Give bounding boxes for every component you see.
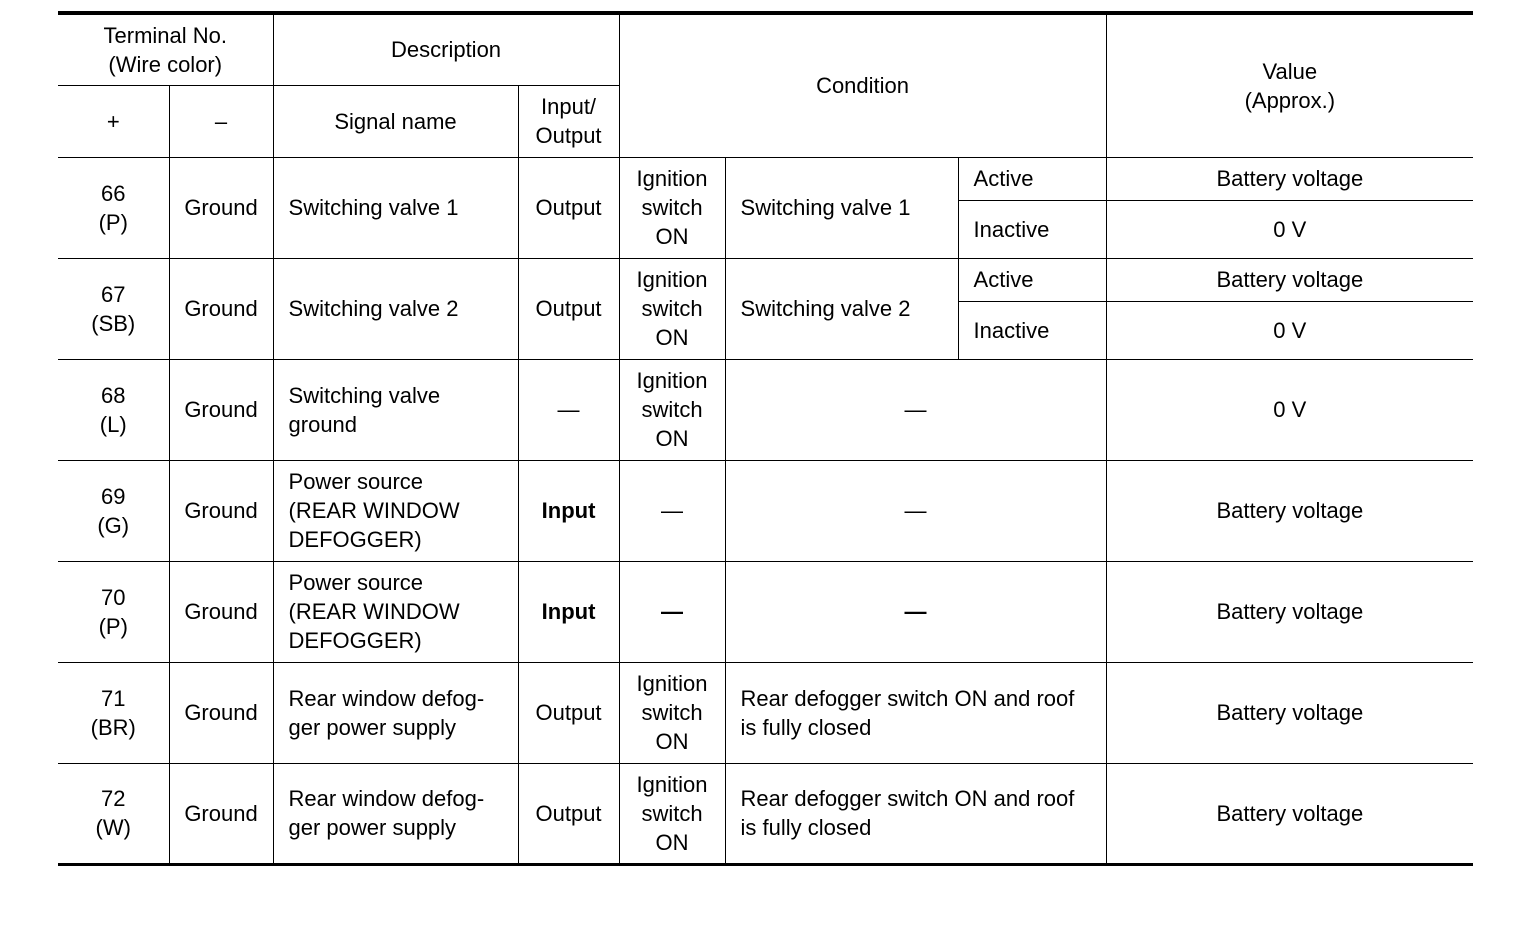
header-description: Description: [273, 13, 619, 85]
ground-cell: Ground: [169, 258, 273, 359]
state-cell: Active: [958, 157, 1106, 200]
value-cell: 0 V: [1106, 359, 1473, 460]
header-value: Value (Approx.): [1106, 13, 1473, 157]
signal-cell: Rear window defog- ger power supply: [273, 763, 518, 864]
header-terminal-no: Terminal No. (Wire color): [58, 13, 273, 85]
header-signal-name: Signal name: [273, 85, 518, 157]
signal-cell: Switching valve 2: [273, 258, 518, 359]
condition-detail-cell: —: [725, 359, 1106, 460]
value-cell: 0 V: [1106, 200, 1473, 258]
header-minus: –: [169, 85, 273, 157]
table-row: [58, 662, 1473, 763]
condition-cell: Ignition switch ON: [619, 359, 725, 460]
terminal-cell: 69 (G): [58, 460, 169, 561]
terminal-cell: 66 (P): [58, 157, 169, 258]
terminal-cell: 71 (BR): [58, 662, 169, 763]
state-cell: Inactive: [958, 301, 1106, 359]
value-cell: Battery voltage: [1106, 258, 1473, 301]
value-cell: Battery voltage: [1106, 561, 1473, 662]
condition-cell: Ignition switch ON: [619, 258, 725, 359]
condition-detail-cell: Rear defogger switch ON and roof is fully closed: [725, 662, 1106, 763]
value-cell: Battery voltage: [1106, 662, 1473, 763]
condition-sub-cell: Switching valve 1: [725, 157, 958, 258]
ground-cell: Ground: [169, 460, 273, 561]
header-condition: Condition: [619, 13, 1106, 157]
terminal-cell: 67 (SB): [58, 258, 169, 359]
table-row: [58, 561, 1473, 662]
io-cell: Output: [518, 763, 619, 864]
terminal-table: [58, 11, 1473, 866]
ground-cell: Ground: [169, 359, 273, 460]
condition-detail-cell: Rear defogger switch ON and roof is fully closed: [725, 763, 1106, 864]
condition-cell: Ignition switch ON: [619, 763, 725, 864]
signal-cell: Power source (REAR WINDOW DEFOGGER): [273, 561, 518, 662]
header-input-output: Input/ Output: [518, 85, 619, 157]
ground-cell: Ground: [169, 561, 273, 662]
io-cell: —: [518, 359, 619, 460]
table-row: [58, 460, 1473, 561]
table-row: [58, 258, 1473, 301]
io-cell: Input: [518, 561, 619, 662]
header-plus: +: [58, 85, 169, 157]
condition-sub-cell: Switching valve 2: [725, 258, 958, 359]
table-row: [58, 763, 1473, 864]
state-cell: Active: [958, 258, 1106, 301]
condition-cell: Ignition switch ON: [619, 157, 725, 258]
state-cell: Inactive: [958, 200, 1106, 258]
signal-cell: Rear window defog- ger power supply: [273, 662, 518, 763]
ground-cell: Ground: [169, 763, 273, 864]
value-cell: Battery voltage: [1106, 763, 1473, 864]
table-row: [58, 359, 1473, 460]
signal-cell: Switching valve 1: [273, 157, 518, 258]
condition-cell: —: [619, 460, 725, 561]
io-cell: Output: [518, 258, 619, 359]
io-cell: Output: [518, 157, 619, 258]
io-cell: Input: [518, 460, 619, 561]
signal-cell: Switching valve ground: [273, 359, 518, 460]
condition-detail-cell: —: [725, 561, 1106, 662]
value-cell: Battery voltage: [1106, 157, 1473, 200]
condition-cell: Ignition switch ON: [619, 662, 725, 763]
terminal-cell: 70 (P): [58, 561, 169, 662]
ground-cell: Ground: [169, 157, 273, 258]
header-row-1: [58, 13, 1473, 85]
condition-cell: —: [619, 561, 725, 662]
terminal-cell: 72 (W): [58, 763, 169, 864]
ground-cell: Ground: [169, 662, 273, 763]
terminal-cell: 68 (L): [58, 359, 169, 460]
signal-cell: Power source (REAR WINDOW DEFOGGER): [273, 460, 518, 561]
io-cell: Output: [518, 662, 619, 763]
value-cell: 0 V: [1106, 301, 1473, 359]
table-row: [58, 157, 1473, 200]
value-cell: Battery voltage: [1106, 460, 1473, 561]
condition-detail-cell: —: [725, 460, 1106, 561]
